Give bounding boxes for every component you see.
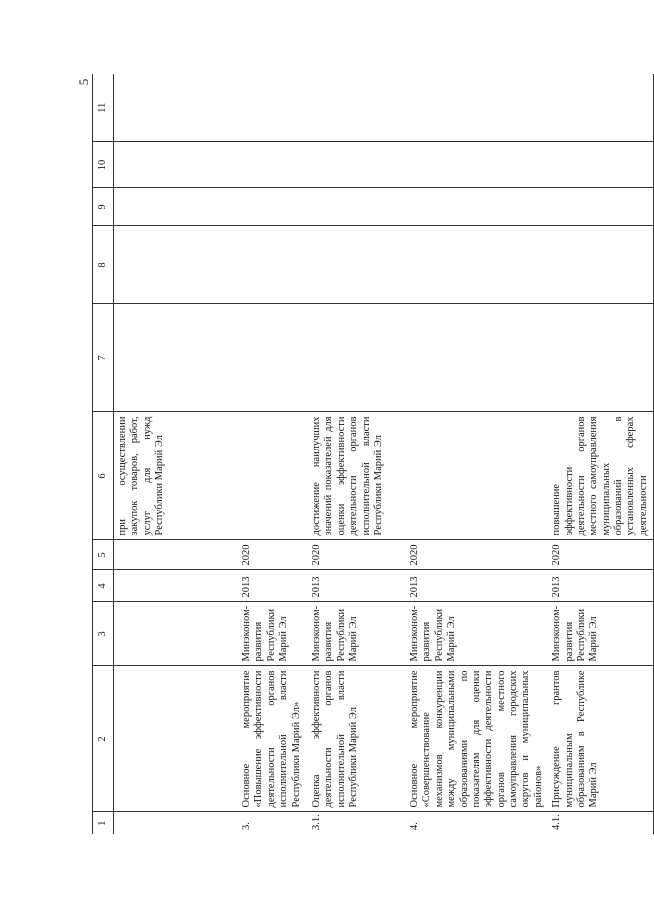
col-header-5: 5 (93, 540, 114, 570)
col-header-1: 1 (93, 812, 114, 834)
page-number: 5 (76, 78, 91, 86)
col-header-6: 6 (93, 412, 114, 540)
end-year: 2020 (238, 540, 308, 570)
empty-cell (114, 142, 239, 188)
empty-cell (406, 74, 548, 142)
empty-cell (548, 188, 654, 226)
empty-cell (238, 226, 308, 304)
col-header-4: 4 (93, 570, 114, 602)
empty-cell (308, 226, 406, 304)
empty-cell (238, 188, 308, 226)
empty-cell (308, 304, 406, 412)
empty-cell (114, 188, 239, 226)
activity-name: Присуждение грантов муниципальным образованиям в Республике Марий Эл (548, 666, 654, 812)
col-header-2: 2 (93, 666, 114, 812)
empty-cell (308, 74, 406, 142)
empty-cell (548, 74, 654, 142)
table-row (238, 74, 308, 834)
empty-cell (406, 188, 548, 226)
row-number: 3. (238, 812, 308, 834)
start-year: 2013 (238, 570, 308, 602)
activity-name: Оценка эффективности деятельности органов исполнительной власти Республики Марий Эл (308, 666, 406, 812)
empty-cell (548, 304, 654, 412)
executor: Минэконом-развития Республики Марий Эл (406, 602, 548, 666)
empty-cell (406, 142, 548, 188)
start-year (114, 570, 239, 602)
table-row (548, 74, 654, 834)
empty-cell (308, 188, 406, 226)
row-number: 4.1. (548, 812, 654, 834)
empty-cell (238, 142, 308, 188)
expected-result (406, 412, 548, 540)
expected-result (238, 412, 308, 540)
empty-cell (238, 304, 308, 412)
col-header-7: 7 (93, 304, 114, 412)
row-number (114, 812, 239, 834)
activity-name: Основное мероприятие «Повышение эффективности деятельности органов исполнительной власти Республики Марий Эл» (238, 666, 308, 812)
col-header-3: 3 (93, 602, 114, 666)
end-year: 2020 (308, 540, 406, 570)
empty-cell (548, 226, 654, 304)
col-header-10: 10 (93, 142, 114, 188)
end-year (114, 540, 239, 570)
empty-cell (548, 142, 654, 188)
table-row (114, 74, 239, 834)
end-year: 2020 (548, 540, 654, 570)
table-row (406, 74, 548, 834)
empty-cell (114, 74, 239, 142)
row-number: 3.1. (308, 812, 406, 834)
executor: Минэконом-развития Республики Марий Эл (548, 602, 654, 666)
empty-cell (238, 74, 308, 142)
empty-cell (406, 304, 548, 412)
start-year: 2013 (308, 570, 406, 602)
activity-name: Основное мероприятие «Совершенствование механизмов конкуренции между муниципальными образованиями по показателям для оценки эффективности деятельности органов местного самоуправления городских округов и муниципальных районов» (406, 666, 548, 812)
start-year: 2013 (548, 570, 654, 602)
start-year: 2013 (406, 570, 548, 602)
empty-cell (114, 226, 239, 304)
empty-cell (308, 142, 406, 188)
expected-result: при осуществлении закупок товаров, работ, услуг для нужд Республики Марий Эл (114, 412, 239, 540)
empty-cell (406, 226, 548, 304)
activity-name (114, 666, 239, 812)
row-number: 4. (406, 812, 548, 834)
expected-result: повышение эффективности деятельности органов местного самоуправления муниципальных образований в установленных сферах деятельности (548, 412, 654, 540)
column-number-row (93, 74, 114, 834)
col-header-8: 8 (93, 226, 114, 304)
expected-result: достижение наилучших значений показателей для оценки эффективности деятельности органов исполнительной власти Республики Марий Эл (308, 412, 406, 540)
rotated-document-table (92, 74, 649, 834)
executor: Минэконом-развития Республики Марий Эл (308, 602, 406, 666)
empty-cell (114, 304, 239, 412)
end-year: 2020 (406, 540, 548, 570)
table-row (308, 74, 406, 834)
activities-table (92, 74, 654, 834)
col-header-11: 11 (93, 74, 114, 142)
col-header-9: 9 (93, 188, 114, 226)
executor (114, 602, 239, 666)
executor: Минэконом-развития Республики Марий Эл (238, 602, 308, 666)
